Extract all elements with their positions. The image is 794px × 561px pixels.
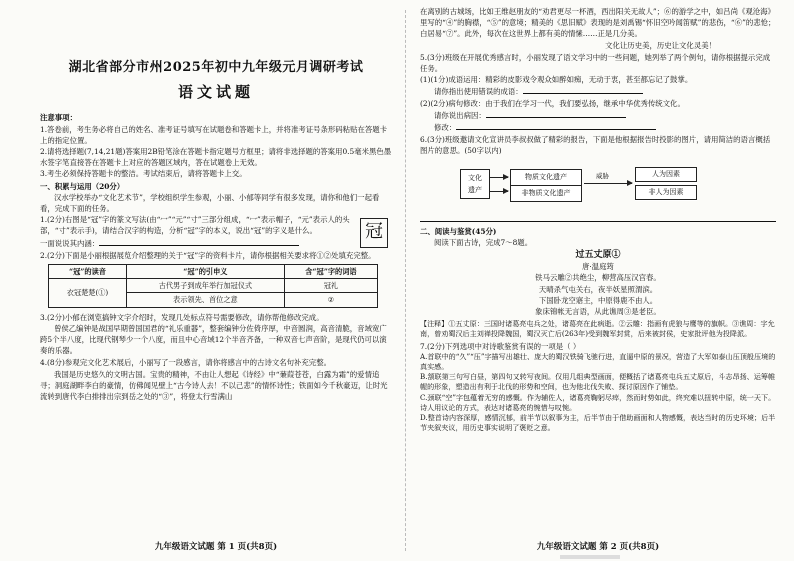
- option-d[interactable]: D.整首诗内容深厚，感情沉郁，前半节以叙事为主，后半节由于借助画面和人物感慨，表达当时的历史环境；后半节夹叙夹议，用历史事实说明了褒贬之意。: [420, 413, 776, 433]
- reading-intro: 阅读下面古诗，完成7～8题。: [434, 237, 533, 247]
- question-1-answer-label: 一面说说其内涵：: [40, 238, 100, 248]
- notice-title: 注意事项：: [40, 113, 77, 123]
- page-2-column: [420, 6, 776, 553]
- question-5-1-blank[interactable]: [523, 85, 643, 94]
- nonhuman-factor-box: 非人为因素: [635, 185, 697, 200]
- page-divider: [405, 10, 406, 551]
- section-1-intro: 汉水学校举办“文化艺术节”，学校组织学生参观，小丽、小郁等同学有很多发现，请你和他们一起看看，完成下面的任务。: [40, 192, 380, 214]
- question-3-text: 3.(2分)小郁在浏览搞钟文字介绍时，发现几处标点符号需要修改，请你帮他修改完成。: [40, 312, 324, 322]
- page-1-footer: 九年级语文试题 第 1 页(共8页): [154, 541, 278, 552]
- threat-factors-group: [635, 167, 697, 201]
- question-5-2-fix-blank[interactable]: [456, 121, 656, 130]
- question-5-2-cause-label: 请你说出病因：: [434, 110, 486, 120]
- scan-mark: [560, 555, 620, 559]
- question-5-1-answer-line: [420, 85, 776, 97]
- section-2-heading: 二、阅读与鉴赏(45分): [420, 226, 497, 236]
- notice-1: 1.答卷前，考生务必将自己的姓名、准考证号填写在试题卷和答题卡上，并将准考证号条形码粘贴在答题卡上的指定位置。: [40, 124, 388, 145]
- culture-heritage-diagram: [460, 161, 776, 209]
- question-5-2-cause-blank[interactable]: [486, 109, 626, 118]
- table-row: [49, 279, 378, 293]
- material-heritage-box: 物质文化遗产: [510, 169, 582, 186]
- arrow-icon: [490, 191, 508, 192]
- question-5-2-fix-line: [420, 121, 776, 133]
- table-cell: 冠礼: [284, 279, 377, 293]
- option-a[interactable]: A.首联中的“久”“压”字描写出雄壮、庞大的蜀汉铁骑飞驰行进，直逼中原的景况，营造了大军如泰山压顶般压境的真实感。: [420, 351, 776, 372]
- threat-arrow-icon: [584, 183, 632, 184]
- intangible-heritage-box: 非物质文化遗产: [510, 185, 582, 202]
- question-2-text: 2.(2分)下面是小丽根据展览介绍整理的关于“冠”字的资料卡片，请你根据相关要求将①②处填充完整。: [40, 250, 376, 260]
- question-6-blank[interactable]: [420, 213, 776, 222]
- question-1-blank[interactable]: [99, 237, 299, 246]
- poem-line: 象床锦帐无言语，从此谯周③是老臣。: [535, 307, 661, 317]
- page-1-column: [40, 6, 392, 553]
- poem: [420, 250, 776, 317]
- poem-annotation: 【注释】①五丈原：三国时诸葛亮屯兵之处，诸葛亮在此病逝。②云雕：指画有虎狼与鹰等的旗帜。③谯周：字允南，曾劝蜀汉后主刘禅投降魏国，蜀汉灭亡后(263年)受到魏军封赏，后来被封侯，史家批评他为投降派。: [420, 319, 775, 339]
- table-header: “冠”的读音: [49, 265, 127, 279]
- guan-info-table: [48, 264, 378, 308]
- exam-title: 湖北省部分市州2025年初中九年级元月调研考试: [68, 60, 364, 75]
- page-2-footer: 九年级语文试题 第 2 页(共8页): [420, 542, 776, 553]
- question-5-1-text: (1)(1分)成语运用：精彩的皮影戏令观众如醉如痴，无动于衷，甚至都忘记了鼓掌。: [420, 75, 693, 85]
- option-b[interactable]: B.颔联第三句写白昼，第四句又转写夜间。仅用几组典型画面，便概括了诸葛亮屯兵五丈原后，斗志昂扬、运筹帷幄的形象，塑造出有利于北伐的形势和空间，也为他北伐失败、探讨原因作了铺垫。: [420, 372, 776, 392]
- table-header: 含“冠”字的词语: [284, 265, 377, 279]
- question-1: [40, 214, 392, 249]
- question-5-text: 5.(3分)班级在开展优秀感言时，小丽发现了语文学习中的一些问题，她列举了两个例句，请你根据提示完成任务。: [420, 52, 771, 74]
- subject-title: 语文试题: [177, 83, 254, 102]
- table-cell: ②: [284, 293, 377, 307]
- poem-title: 过五丈原①: [575, 250, 621, 261]
- threat-label: 威胁: [596, 171, 609, 180]
- question-1-answer-line: [40, 237, 352, 249]
- question-1-text: 1.(2分)右图是“冠”字的篆文写法(由“冖”“元”“寸”三部分组成，“冖”表示帽子，“元”表示人的头部，“寸”表示手)，请结合汉字的构造，分析“冠”字的本义，说出“冠”的字义是什么。: [40, 215, 350, 236]
- arrow-icon: [490, 177, 508, 178]
- question-5-1-answer-label: 请你指出使用错误的成语：: [434, 87, 523, 97]
- table-cell: 古代男子到成年举行加冠仪式: [126, 279, 284, 293]
- notice-2: 2.请将选择题(7,14,21题)答案用2B铅笔涂在答题卡指定题号方框里；请将非选择题的答案用0.5毫米黑色墨水签字笔直接答在答题卡上对应的答题区域内，答在试题卷上无效。: [40, 147, 392, 168]
- question-7-text: 7.(2分)下列选项中对诗歌鉴赏有误的一项是（ ）: [420, 341, 581, 351]
- human-factor-box: 人为因素: [635, 167, 697, 182]
- question-5-2-cause-line: [420, 109, 776, 121]
- table-header: “冠”的引申义: [126, 265, 284, 279]
- question-5-2-fix-label: 修改：: [434, 123, 457, 133]
- option-c[interactable]: C.颈联“空”字包蕴着无穷的感慨。作为辅佐人，诸葛亮鞠躬尽瘁，然而时势如此，终究难以扭转中原，统一天下。诗人用议论的方式，表达对诸葛亮的惋惜与叹惋。: [420, 392, 776, 412]
- table-cell: 衣冠楚楚(①): [49, 279, 127, 307]
- table-cell: 表示领先、首位之意: [126, 293, 284, 307]
- section-1-heading: 一、积累与运用（20分）: [40, 181, 125, 191]
- notice-3: 3.考生必须保持答题卡的整洁。考试结束后，请将答题卡上交。: [40, 169, 247, 179]
- question-6-text: 6.(3分)班级邀请文化宣讲员李叔叔做了精彩的报告，下面是他根据报告时投影的图片，请用简洁的语言概括图片的意思。(50字以内): [420, 135, 771, 156]
- guan-seal-character: 冠: [360, 218, 388, 248]
- poem-author: 唐·温庭筠: [582, 262, 614, 272]
- question-5-2-text: (2)(2分)病句修改：由于我们在学习一代，我们要弘扬，继承中华优秀传统文化。: [420, 98, 685, 108]
- question-4-closing: 文化让历史美，历史让文化灵美！: [605, 40, 716, 50]
- question-3-passage: 曾侯乙编钟是战国早期曾国国君的“礼乐重器”，整套编钟分佐倚序厚，中音圆润，高音清脆，音域宽广跨5个半八度，比现代钢琴少一个八度，而且中心音域12个半音齐备，一种双音七声音阶，是现代仍可以演奏的乐器。: [40, 323, 387, 356]
- poem-line: 下国卧龙空寤主，中原得鹿不由人。: [538, 295, 658, 305]
- culture-heritage-box: 文化 遗产: [460, 169, 490, 199]
- question-4-continued: 在离别的古城场，比如王维赵朋友的“劝君更尽一杯酒，西出阳关无故人”；⑥的游学之中，如吕尚《观沧海》里写的“④”的胸襟，“⑤”的意境；精美的《思旧赋》表现的是刘禹锡“怀旧空吟闻笛赋”的悲伤，“⑥”的悲怆；白居易“⑦”。此外，每次在这世界上都有美的情愫……正是几分美。: [420, 7, 776, 39]
- poem-line: 铁马云雕②共绝尘，柳营高压汉宫春。: [535, 273, 661, 283]
- question-4-text: 4.(8分)参观完文化艺术展后，小丽写了一段感言，请你将感言中的古诗文名句补充完整。: [40, 358, 331, 368]
- poem-line: 天晴杀气屯关右，夜半妖星照渭滨。: [538, 284, 658, 294]
- question-4-passage: 我国是历史悠久的文明古国。宝贵的精神，不由让人想起《诗经》中“蒹葭苍苍，白露为霜”的爱情追寻；洞庭湖畔李白的豪情，仿佛闻见壁上“古今诗人去！不以己悲”的情怀诗性；铁面如今千秋豪迈，让时光流转到唐代李白排排出宗到岳之处的“③”，将登太行雪满山: [40, 369, 388, 402]
